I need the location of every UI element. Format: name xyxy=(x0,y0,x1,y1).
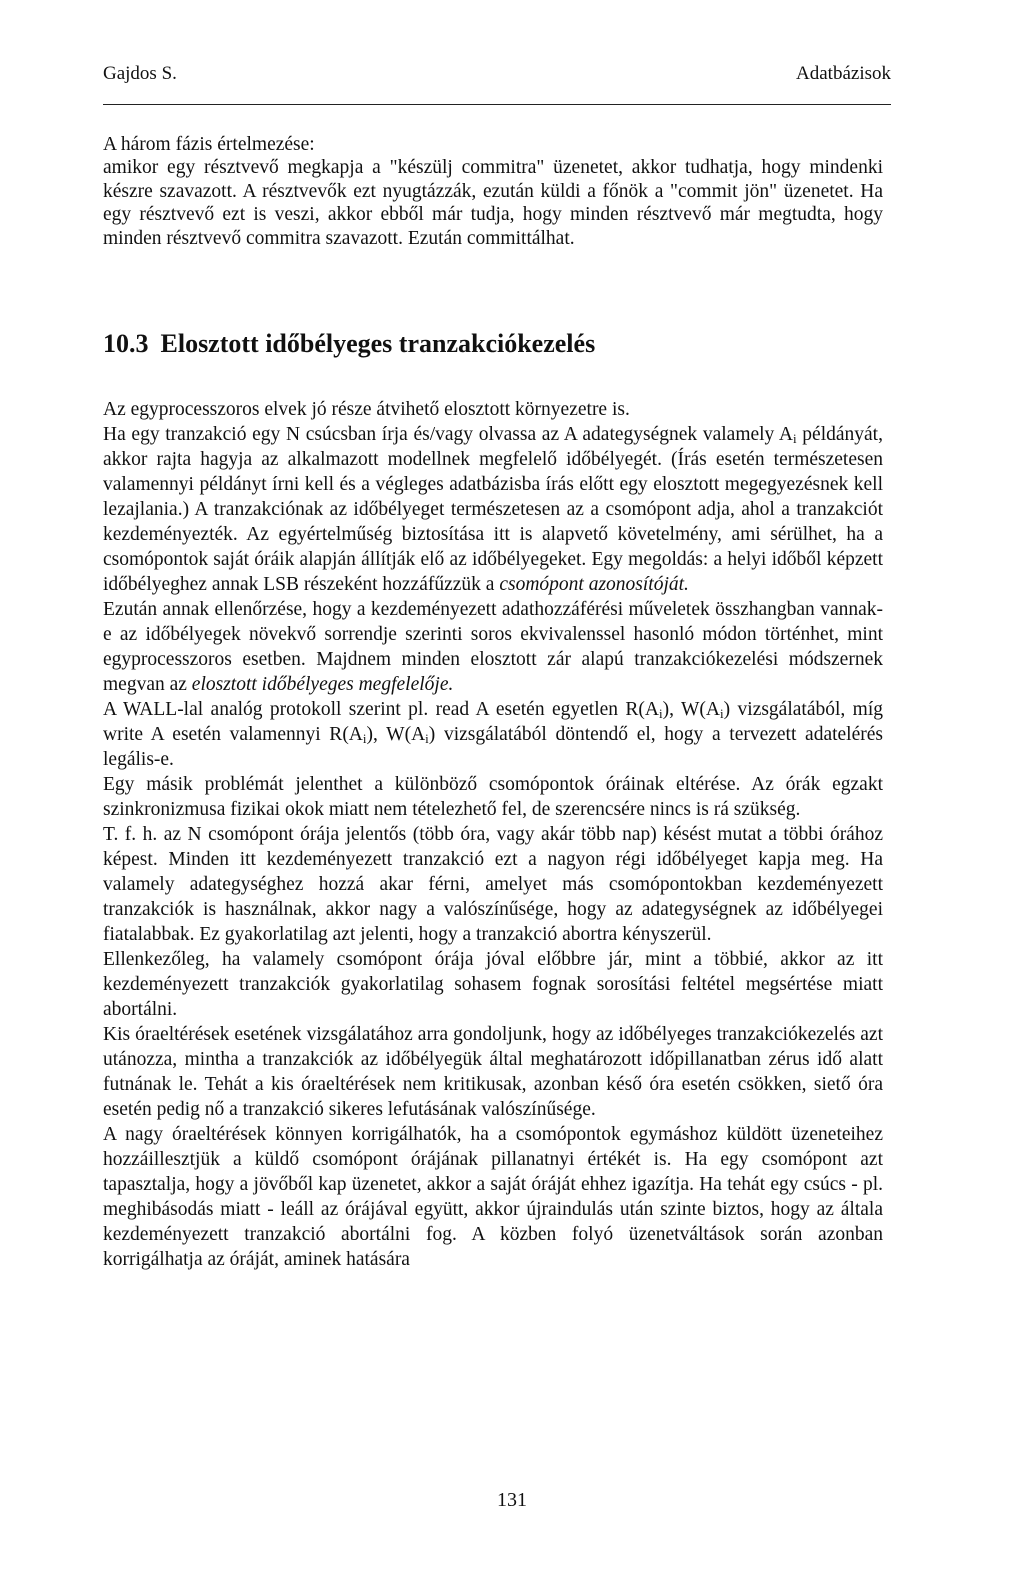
paragraph-4-subscript-1: i xyxy=(659,706,663,721)
section-title-text: Elosztott időbélyeges tranzakciókezelés xyxy=(160,329,596,358)
running-header xyxy=(103,62,891,90)
paragraph-3-emphasis: elosztott időbélyeges megfelelője. xyxy=(191,674,454,695)
paragraph-4 xyxy=(103,697,883,772)
paragraph-2-emphasis: csomópont azonosítóját. xyxy=(499,574,689,595)
paragraph-7: Ellenkezőleg, ha valamely csomópont órája jóval előbbre jár, mint a többié, akkor az itt kezdeményezett tranzakciók gyakorlatilag sohasem fognak sorosítási feltétel megsértése miatt abortálni. xyxy=(103,949,883,1020)
page-number: 131 xyxy=(497,1489,527,1511)
header-divider xyxy=(103,104,891,105)
paragraph-2-subscript: i xyxy=(793,431,797,446)
section-body xyxy=(103,397,883,1272)
paragraph-4-text-b: ), W(A xyxy=(662,699,721,720)
paragraph-2-text-b: példányát, akkor rajta hagyja az alkalmazott modellnek megfelelő időbélyegét. (Írás esetén természetesen valamennyi példányt írni kell és a végleges adatbázisba írás előtt egy elosztott megegyezésnek kell lezajlania.) A tranzakciónak az időbélyeget természetesen az a csomópont adja, ahol a tranzakciót kezdeményezték. Az egyértelműség biztosítása itt is alapvető követelmény, ami sérülhet, ha a csomópontok saját óráik alapján állítják elő az időbélyegeket. Egy megoldás: a helyi időből képzett időbélyeghez annak LSB részeként hozzáfűzzük a xyxy=(103,424,883,595)
paragraph-5: Egy másik problémát jelenthet a különböző csomópontok óráinak eltérése. Az órák egzakt szinkronizmusa fizikai okok miatt nem tételezhető fel, de szerencsére nincs is rá szükség. xyxy=(103,774,883,820)
section-number: 10.3 xyxy=(103,329,149,358)
section-heading xyxy=(103,328,883,360)
paragraph-6: T. f. h. az N csomópont órája jelentős (több óra, vagy akár több nap) késést mutat a többi órához képest. Minden itt kezdeményezett tranzakció ezt a nagyon régi időbélyeget kapja meg. Ha valamely adategységhez hozzá akar férni, amelyet más csomópontokban kezdeményezett tranzakciók is használnak, akkor nagy a valószínűsége, hogy az adategységnek az időbélyegei fiatalabbak. Ez gyakorlatilag azt jelenti, hogy a tranzakció abortra kényszerül. xyxy=(103,824,883,945)
paragraph-4-text-a: A WALL-lal analóg protokoll szerint pl. read A esetén egyetlen R(A xyxy=(103,699,659,720)
paragraph-4-subscript-3: i xyxy=(362,731,367,746)
intro-block xyxy=(103,133,883,250)
paragraph-4-text-d: ), W(A xyxy=(366,724,426,745)
paragraph-4-subscript-2: i xyxy=(720,706,724,721)
paragraph-2 xyxy=(103,422,883,597)
paragraph-4-subscript-4: i xyxy=(425,731,429,746)
paragraph-8: Kis óraeltérések esetének vizsgálatához arra gondoljunk, hogy az időbélyeges tranzakciókezelés azt utánozza, mintha a tranzakciók az időbélyegük által meghatározott időpillanatban zérus idő alatt futnának le. Tehát a kis óraeltérések nem kritikusak, azonban késő óra esetén csökken, siető óra esetén pedig nő a tranzakció sikeres lefutásának valószínűsége. xyxy=(103,1024,883,1120)
header-author: Gajdos S. xyxy=(103,63,177,84)
paragraph-9: A nagy óraeltérések könnyen korrigálhatók, ha a csomópontok egymáshoz küldött üzeneteihez hozzáillesztjük a küldő csomópont órájának pillanatnyi értékét is. Ha egy csomópont azt tapasztalja, hogy a jövőből kap üzenetet, akkor a saját óráját ehhez igazítja. Ha tehát egy csúcs - pl. meghibásodás miatt - leáll az órájával együtt, akkor újraindulás után szinte biztos, hogy az általa kezdeményezett tranzakció abortálni fog. A közben folyó üzenetváltások során azonban korrigálhatja az óráját, aminek hatására xyxy=(103,1124,883,1270)
paragraph-3 xyxy=(103,597,883,697)
intro-heading: A három fázis értelmezése: xyxy=(103,134,315,155)
paragraph-1: Az egyprocesszoros elvek jó része átvihető elosztott környezetre is. xyxy=(103,399,630,420)
header-title: Adatbázisok xyxy=(796,63,891,84)
paragraph-2-text-a: Ha egy tranzakció egy N csúcsban írja és/vagy olvassa az A adategységnek valamely A xyxy=(103,424,793,445)
paragraph-4-text-c: ) vizsgálatából, míg write A esetén valamennyi R(A xyxy=(103,699,883,745)
paragraph-4-text-e: ) vizsgálatából döntendő el, hogy a tervezett adatelérés legális-e. xyxy=(103,724,883,770)
intro-paragraph: amikor egy résztvevő megkapja a "készülj commitra" üzenetet, akkor tudhatja, hogy mindenki készre szavazott. A résztvevők ezt nyugtázzák, ezután küldi a főnök a "commit jön" üzenetet. Ha egy résztvevő ezt is veszi, akkor ebből már tudja, hogy minden résztvevő már megtudta, hogy minden résztvevő commitra szavazott. Ezután committálhat. xyxy=(103,157,883,249)
paragraph-3-text: Ezután annak ellenőrzése, hogy a kezdeményezett adathozzáférési műveletek összhangban vannak-e az időbélyegek növekvő sorrendje szerinti soros ekvivalenssel hasonló módon történhet, mint egyprocesszoros esetben. Majdnem minden elosztott zár alapú tranzakciókezelési módszernek megvan az xyxy=(103,599,883,695)
